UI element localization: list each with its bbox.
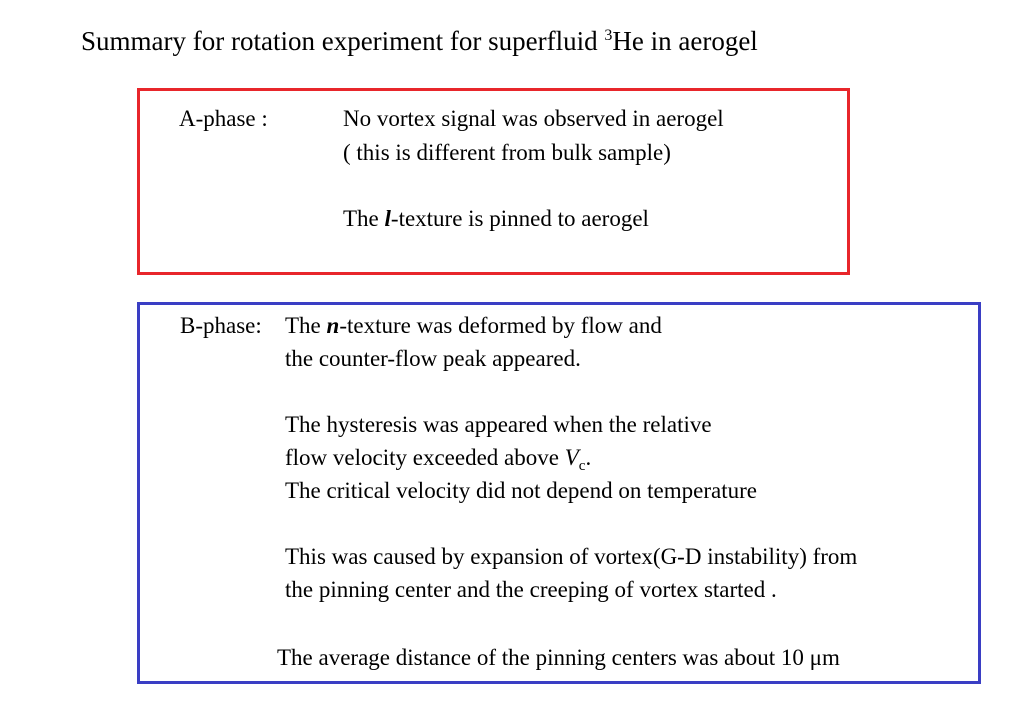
a-phase-line-3-before: The bbox=[343, 206, 385, 231]
b-phase-line-6: This was caused by expansion of vortex(G-D instability) from bbox=[285, 544, 858, 569]
b-phase-label: B-phase: bbox=[180, 313, 262, 338]
b-phase-line-2: the counter-flow peak appeared. bbox=[285, 346, 581, 371]
a-phase-line-3-after: -texture is pinned to aerogel bbox=[390, 206, 649, 231]
n-vector-symbol: n bbox=[326, 313, 340, 338]
b-phase-line-4-before: flow velocity exceeded above bbox=[285, 445, 565, 470]
b-phase-line-5: The critical velocity did not depend on temperature bbox=[285, 478, 757, 503]
velocity-symbol: V bbox=[564, 445, 579, 470]
b-phase-line-1-before: The bbox=[285, 313, 327, 338]
l-vector-symbol: l bbox=[384, 206, 391, 231]
velocity-subscript: c bbox=[578, 458, 586, 474]
page-title bbox=[81, 24, 758, 58]
title-suffix: He in aerogel bbox=[612, 26, 758, 56]
a-phase-line-2: ( this is different from bulk sample) bbox=[343, 140, 671, 165]
title-superscript: 3 bbox=[604, 27, 613, 44]
a-phase-label: A-phase : bbox=[179, 106, 268, 131]
title-prefix: Summary for rotation experiment for superfluid bbox=[81, 26, 605, 56]
b-phase-line-3: The hysteresis was appeared when the relative bbox=[285, 412, 712, 437]
b-phase-line-8: The average distance of the pinning centers was about 10 μm bbox=[277, 645, 840, 670]
b-phase-line-4-after: . bbox=[585, 445, 592, 470]
a-phase-line-3 bbox=[343, 204, 649, 234]
b-phase-line-4 bbox=[285, 443, 591, 473]
a-phase-line-1: No vortex signal was observed in aerogel bbox=[343, 106, 724, 131]
b-phase-line-1 bbox=[285, 311, 662, 341]
b-phase-line-1-after: -texture was deformed by flow and bbox=[339, 313, 662, 338]
b-phase-line-7: the pinning center and the creeping of vortex started . bbox=[285, 577, 777, 602]
